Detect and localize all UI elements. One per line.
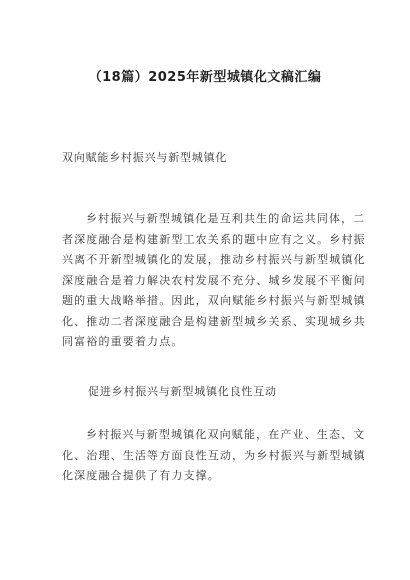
paragraph-line: 乡村振兴与新型城镇化双向赋能，在产业、生态、文 bbox=[86, 428, 366, 441]
paragraph-line: 深度融合是着力解决农村发展不充分、城乡发展不平衡问 bbox=[62, 273, 366, 287]
paragraph-line: 化、治理、生活等方面良性互动，为乡村振兴与新型城镇 bbox=[62, 448, 366, 462]
paragraph-line: 者深度融合是构建新型工农关系的题中应有之义。乡村振 bbox=[62, 232, 366, 246]
paragraph-line: 乡村振兴与新型城镇化是互利共生的命运共同体，二 bbox=[86, 212, 366, 225]
section-heading: 双向赋能乡村振兴与新型城镇化 bbox=[62, 151, 228, 164]
document-title: （18篇）2025年新型城镇化文稿汇编 bbox=[88, 70, 322, 85]
paragraph-line: 兴离不开新型城镇化的发展，推动乡村振兴与新型城镇化 bbox=[62, 253, 366, 266]
section-heading: 促进乡村振兴与新型城镇化良性互动 bbox=[88, 385, 277, 398]
paragraph-line: 同富裕的重要着力点。 bbox=[62, 335, 184, 348]
paragraph-line: 题的重大战略举措。因此，双向赋能乡村振兴与新型城镇 bbox=[62, 294, 366, 307]
section-paragraph bbox=[62, 209, 366, 353]
section-paragraph bbox=[62, 425, 366, 487]
paragraph-line: 化、推动二者深度融合是构建新型城乡关系、实现城乡共 bbox=[62, 314, 366, 328]
paragraph-line: 化深度融合提供了有力支撑。 bbox=[62, 469, 220, 482]
